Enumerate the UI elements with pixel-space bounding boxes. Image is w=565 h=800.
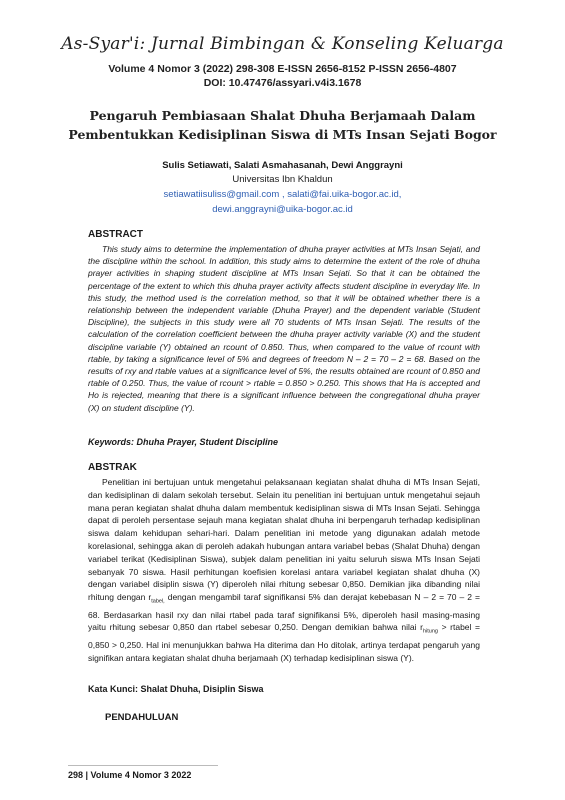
article-title: Pengaruh Pembiasaan Shalat Dhuha Berjamaah Dalam Pembentukkan Kedisiplinan Siswa di MTs Insan Sejati Bogor <box>68 108 497 142</box>
subscript-hitung: hitung <box>422 629 438 636</box>
doi-line: DOI: 10.47476/assyari.v4i3.1678 <box>203 77 362 89</box>
page-footer: 298 | Volume 4 Nomor 3 2022 <box>68 770 192 780</box>
author-list: Sulis Setiawati, Salati Asmahasanah, Dewi Anggrayni <box>162 160 403 171</box>
journal-title: As-Syar'i: Jurnal Bimbingan & Konseling Keluarga <box>61 34 504 54</box>
keywords: Keywords: Dhuha Prayer, Student Discipline <box>88 437 279 447</box>
abstract-heading: ABSTRACT <box>88 229 143 240</box>
section-heading-pendahuluan: PENDAHULUAN <box>105 712 179 723</box>
abstrak-text-part-2: dengan mengambil taraf signifikansi 5% dan derajat kebebasan N – 2 = 70 – 2 = 68. Berdasarkan hasil rxy dan nilai rtabel pada taraf signifikansi 5%, diperoleh hasil masing-masing yaitu rhitung sebesar 0,850 dan rtabel sebesar 0,250. Dengan demikian bahwa nilai r <box>88 592 480 633</box>
kata-kunci: Kata Kunci: Shalat Dhuha, Disiplin Siswa <box>88 684 264 694</box>
subscript-tabel: tabel, <box>151 598 165 605</box>
author-email-second-line[interactable]: dewi.anggrayni@uika-bogor.ac.id <box>212 204 353 215</box>
abstrak-text-part-3: > rtabel = 0,850 > 0,250. Hal ini menunjukkan bahwa Ha diterima dan Ho ditolak, artinya terdapat pengaruh yang signifikan antara kegiatan shalat dhuha berjamaah (X) terhadap kedisiplinan siswa (Y). <box>88 622 480 663</box>
abstrak-text-part-1: Penelitian ini bertujuan untuk mengetahui pelaksanaan kegiatan shalat dhuha di MTs Insan Sejati, dan kedisiplinan di dalam sekolah tersebut. Selain itu penelitian ini bertujuan untuk mengetahui sejauh mana peran kegiatan shalat dhuha dalam membentuk kedisiplinan siswa di MTs Insan Sejati. Sehingga dapat di peroleh persentase sejauh mana kegiatan shalat dhuha ini berpengaruh terhadap kedisiplinan siswa dalam kehidupan sehari-hari. Dalam penelitian ini metode yang digunakan adalah metode korelasional, sehingga akan di peroleh adakah hubungan antara variabel bebas (Shalat Dhuha) dengan variabel terikat (Kedisiplinan Siswa), subjek dalam penelitian ini yaitu seluruh siswa MTs Insan Sejati sebanyak 70 siswa. Hasil perhitungan koefisien korelasi antara variabel kegiatan shalat dhuha (X) dengan variabel disiplin siswa (Y) diperoleh nilai rhitung sebesar 0,850. Demikian jika dibanding nilai rhitung dengan r <box>88 477 480 603</box>
footer-divider <box>68 765 218 766</box>
abstrak-text <box>88 476 480 665</box>
abstrak-heading: ABSTRAK <box>88 462 137 473</box>
affiliation: Universitas Ibn Khaldun <box>232 174 333 185</box>
volume-issn-line: Volume 4 Nomor 3 (2022) 298-308 E-ISSN 2656-8152 P-ISSN 2656-4807 <box>108 63 457 75</box>
abstract-text: This study aims to determine the implementation of dhuha prayer activities at MTs Insan Sejati, and the discipline within the school. In addition, this study aims to determine the extent of the role of dhuha prayer activities in shaping student discipline at MTs Insan Sejati. So that it can be obtained the percentage of the extent to which this dhuha prayer activity affects student discipline in everyday life. In this study, the method used is the correlation method, so that it will be obtained whether there is a relationship between the independent variable (Dhuha Prayer) and the dependent variable (Student Discipline), the subjects in this study were all 70 students of MTs Insan Sejati. The results of the calculation of the correlation coefficient between the dhuha prayer activity variable (X) and the student discipline variable (Y) obtained an rcount of 0.850. Thus, when compared to the value of rcount with rtable, by taking a significance level of 5% and degrees of freedom N – 2 = 70 – 2 = 68. Based on the results of rxy and rtable values at a significance level of 5%, the results obtained are rcount of 0.850 and rtable of 0.250. Thus, the value of rcount > rtable = 0.850 > 0.250. This shows that Ha is accepted and Ho is rejected, meaning that there is a significant influence between the congregational dhuha prayer (X) on student discipline (Y). <box>88 244 480 413</box>
author-emails[interactable]: setiawatiisuliss@gmail.com , salati@fai.uika-bogor.ac.id, <box>163 189 402 200</box>
